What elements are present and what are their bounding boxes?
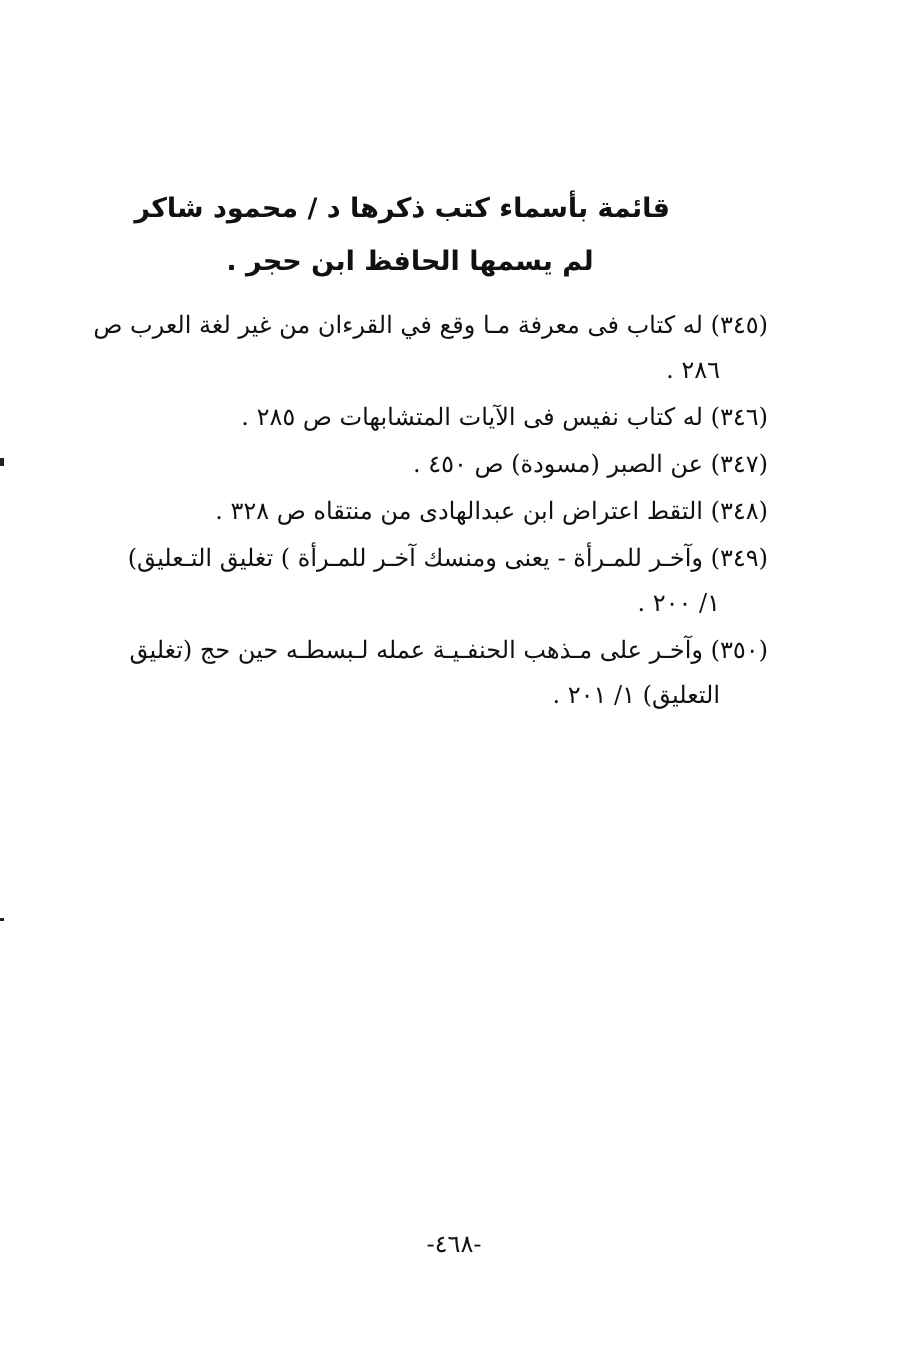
scan-edge-mark	[0, 918, 4, 921]
list-heading-line-1: قائمة بأسماء كتب ذكرها د / محمود شاكر	[134, 193, 670, 224]
book-list	[78, 303, 768, 720]
entry-text: (٣٤٩) وآخـر للمـرأة - يعنى ومنسك آخـر للمـرأة ) تغليق التـعليق)	[127, 544, 768, 572]
scan-edge-mark	[0, 458, 4, 466]
list-item	[78, 489, 768, 534]
entry-continuation: ٢٨٦ .	[666, 356, 720, 384]
entry-text: (٣٤٥) له كتاب فى معرفة مـا وقع في القرءان من غير لغة العرب ص	[93, 311, 768, 339]
entry-text: (٣٤٨) التقط اعتراض ابن عبدالهادى من منتقاه ص ٣٢٨ .	[215, 497, 768, 525]
list-item	[78, 442, 768, 487]
list-item	[78, 628, 768, 718]
entry-continuation: ١/ ٢٠٠ .	[637, 589, 720, 617]
list-item	[78, 395, 768, 440]
entry-text: (٣٤٧) عن الصبر (مسودة) ص ٤٥٠ .	[412, 450, 768, 478]
list-item	[78, 536, 768, 626]
list-item	[78, 303, 768, 393]
page-number: -٤٦٨-	[426, 1230, 482, 1258]
entry-text: (٣٤٦) له كتاب نفيس فى الآيات المتشابهات ص ٢٨٥ .	[241, 403, 768, 431]
list-heading-line-2: لم يسمها الحافظ ابن حجر .	[226, 246, 594, 277]
entry-continuation: التعليق) ١/ ٢٠١ .	[552, 681, 720, 709]
entry-text: (٣٥٠) وآخـر على مـذهب الحنفـيـة عمله لـبسطـه حين حج (تغليق	[129, 636, 768, 664]
